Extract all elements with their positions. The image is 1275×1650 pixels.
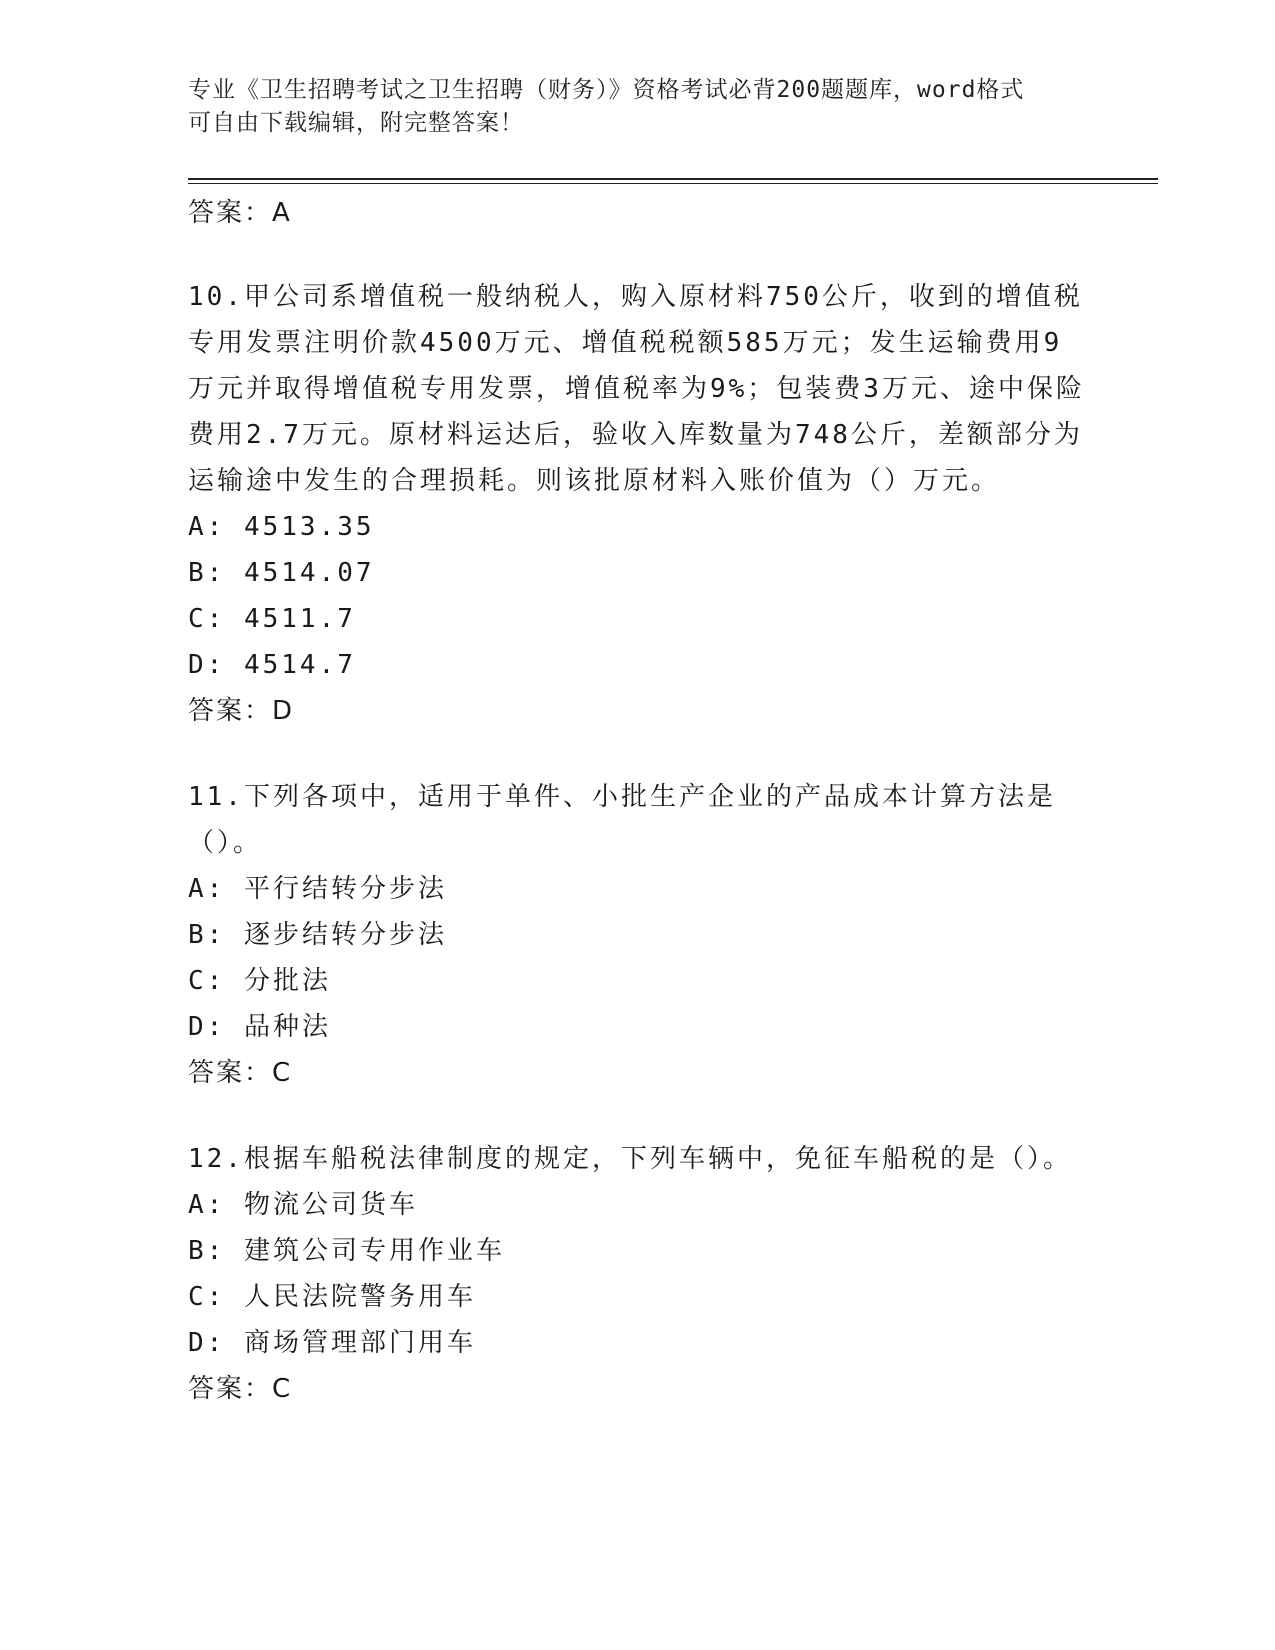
answer-line: 答案：C <box>188 1374 293 1404</box>
header-divider-thick <box>188 178 1158 180</box>
option-c: C: 分批法 <box>188 966 331 996</box>
header-title-line-1: 专业《卫生招聘考试之卫生招聘（财务）》资格考试必背200题题库，word格式 <box>188 77 1025 103</box>
question-text: 11.下列各项中，适用于单件、小批生产企业的产品成本计算方法是（）。 <box>188 782 1056 858</box>
document-header <box>188 74 1068 140</box>
option-d: D: 商场管理部门用车 <box>188 1328 476 1358</box>
option-b: B: 4514.07 <box>188 558 375 588</box>
option-c: C: 4511.7 <box>188 604 356 634</box>
previous-answer: 答案：A <box>188 198 292 228</box>
question-block-10 <box>188 274 1088 734</box>
option-a: A: 平行结转分步法 <box>188 874 447 904</box>
question-text: 12.根据车船税法律制度的规定，下列车辆中，免征车船税的是（）。 <box>188 1144 1072 1174</box>
spacer <box>188 1096 1088 1136</box>
option-b: B: 逐步结转分步法 <box>188 920 447 950</box>
question-block-11 <box>188 774 1088 1096</box>
option-b: B: 建筑公司专用作业车 <box>188 1236 505 1266</box>
option-a: A: 物流公司货车 <box>188 1190 418 1220</box>
spacer <box>188 734 1088 774</box>
answer-line: 答案：C <box>188 1058 293 1088</box>
option-d: D: 品种法 <box>188 1012 331 1042</box>
option-a: A: 4513.35 <box>188 512 375 542</box>
question-list <box>188 190 1088 1412</box>
answer-line: 答案：D <box>188 696 295 726</box>
option-c: C: 人民法院警务用车 <box>188 1282 476 1312</box>
option-d: D: 4514.7 <box>188 650 356 680</box>
header-title-line-2: 可自由下载编辑，附完整答案！ <box>188 110 524 136</box>
header-divider-thin <box>188 183 1158 184</box>
spacer <box>188 236 1088 274</box>
question-text: 10.甲公司系增值税一般纳税人，购入原材料750公斤，收到的增值税专用发票注明价款4500万元、增值税税额585万元；发生运输费用9万元并取得增值税专用发票，增值税率为9%；包装费3万元、途中保险费用2.7万元。原材料运达后，验收入库数量为748公斤，差额部分为运输途中发生的合理损耗。则该批原材料入账价值为（）万元。 <box>188 282 1085 496</box>
question-block-12 <box>188 1136 1088 1412</box>
